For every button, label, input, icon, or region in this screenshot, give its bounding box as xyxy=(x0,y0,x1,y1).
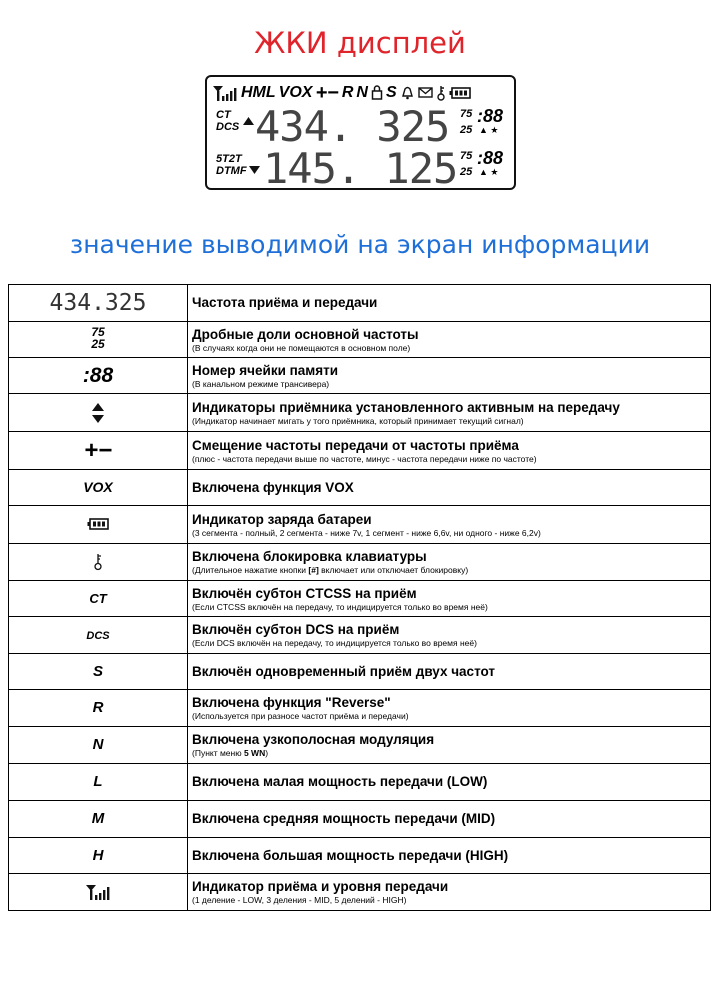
row-title: Дробные доли основной частоты xyxy=(192,326,419,342)
lcd-line1-frequency: 434. 325 xyxy=(255,102,450,151)
dcs-icon: DCS xyxy=(86,630,110,642)
row-note-text: (Пункт меню xyxy=(192,748,244,758)
mail-icon xyxy=(418,84,433,102)
lcd-vox: VOX xyxy=(278,84,313,101)
icon-cell xyxy=(9,874,188,911)
row-note: (Если CTCSS включён на передачу, то индицируется только во время неё) xyxy=(192,601,488,612)
signal-icon xyxy=(85,883,111,900)
row-title: Номер ячейки памяти xyxy=(192,362,339,378)
icon-cell xyxy=(9,838,188,874)
battery-icon xyxy=(87,516,109,533)
ct-icon: CT xyxy=(89,590,107,606)
signal-icon xyxy=(212,84,238,102)
mid-power-icon: M xyxy=(91,810,105,827)
lcd-top-row xyxy=(212,82,510,104)
fraction-icon xyxy=(91,326,104,350)
table-row xyxy=(9,285,711,322)
row-title: Индикатор приёма и уровня передачи xyxy=(192,879,449,894)
row-note-menu: 5 WN xyxy=(243,748,266,758)
table-row xyxy=(9,581,711,617)
lcd-line2-markers: ▲ ★ xyxy=(479,167,499,177)
low-power-icon: L xyxy=(93,773,103,790)
icon-cell xyxy=(9,470,188,506)
shift-icon: +− xyxy=(83,436,113,464)
description-cell xyxy=(188,394,711,432)
bell-icon xyxy=(400,84,415,102)
lcd-shift: +− xyxy=(315,81,339,104)
tx-arrow-icon xyxy=(91,404,105,421)
lcd-line1-frac-25: 25 xyxy=(460,124,473,136)
table-row xyxy=(9,690,711,727)
row-note: (плюс - частота передачи выше по частоте, минус - частота передачи ниже по частоте) xyxy=(192,453,537,464)
row-note: (3 сегмента - полный, 2 сегмента - ниже 7v, 1 сегмент - ниже 6,6v, ни одного - ниже 6,2v) xyxy=(192,527,541,538)
row-title: Включён субтон CTCSS на приём xyxy=(192,585,417,601)
dual-watch-icon: S xyxy=(92,662,103,680)
vox-icon: VOX xyxy=(83,478,113,495)
icon-cell xyxy=(9,322,188,358)
row-note: (Если DCS включён на передачу, то индицируется только во время неё) xyxy=(192,638,477,648)
row-note-text: (Длительное нажатие кнопки xyxy=(192,565,309,575)
tx-arrow-down-icon xyxy=(249,166,260,174)
table-row xyxy=(9,432,711,470)
memory-channel-icon: :88 xyxy=(82,363,114,387)
table-row xyxy=(9,654,711,690)
row-title: Включена средняя мощность передачи (MID) xyxy=(192,811,496,826)
fraction-75: 75 xyxy=(91,325,105,339)
table-row xyxy=(9,874,711,911)
key-icon xyxy=(436,84,446,102)
row-title: Смещение частоты передачи от частоты приёма xyxy=(192,437,519,453)
narrow-icon: N xyxy=(92,736,104,753)
description-cell xyxy=(188,581,711,617)
description-cell xyxy=(188,838,711,874)
icon-cell xyxy=(9,358,188,394)
table-row xyxy=(9,470,711,506)
description-cell xyxy=(188,358,711,394)
description-cell xyxy=(188,285,711,322)
icon-cell xyxy=(9,432,188,470)
row-note xyxy=(192,565,710,575)
table-row xyxy=(9,394,711,432)
icon-cell xyxy=(9,727,188,764)
table-row xyxy=(9,801,711,838)
row-note-key: [#] xyxy=(308,565,319,575)
lcd-display-illustration xyxy=(205,75,516,193)
lock-icon xyxy=(371,84,383,102)
row-title: Включена функция VOX xyxy=(192,479,354,495)
description-cell xyxy=(188,322,711,358)
row-title: Индикаторы приёмника установленного активным на передачу xyxy=(192,399,620,415)
lcd-line1-mode-dcs: DCS xyxy=(216,121,240,133)
description-cell xyxy=(188,874,711,911)
description-cell xyxy=(188,764,711,801)
row-note xyxy=(192,748,710,758)
description-cell xyxy=(188,801,711,838)
icon-cell xyxy=(9,801,188,838)
description-cell xyxy=(188,727,711,764)
lcd-hml: HML xyxy=(241,84,276,101)
row-note-text: включает или отключает блокировку) xyxy=(318,565,469,575)
lcd-line1-frac-75: 75 xyxy=(460,108,473,120)
table-row xyxy=(9,764,711,801)
page-subtitle: значение выводимой на экран информации xyxy=(69,230,651,259)
row-title: Включён одновременный приём двух частот xyxy=(192,663,496,679)
icon-cell xyxy=(9,654,188,690)
frequency-display-icon: 434.325 xyxy=(49,290,147,316)
high-power-icon: H xyxy=(92,846,104,864)
row-note: (В случаях когда они не помещаются в основном поле) xyxy=(192,342,411,353)
description-cell xyxy=(188,544,711,581)
table-row xyxy=(9,322,711,358)
row-title: Включена большая мощность передачи (HIGH) xyxy=(192,847,509,863)
description-cell xyxy=(188,617,711,654)
lcd-s: S xyxy=(385,84,397,101)
icon-cell xyxy=(9,506,188,544)
icon-cell xyxy=(9,617,188,654)
icon-cell xyxy=(9,764,188,801)
description-cell xyxy=(188,654,711,690)
lcd-line2-mode-5t2t: 5T2T xyxy=(216,153,242,165)
row-note-text: ) xyxy=(265,748,269,758)
description-cell xyxy=(188,690,711,727)
lcd-n: N xyxy=(356,84,368,101)
table-row xyxy=(9,838,711,874)
lcd-r: R xyxy=(341,84,354,101)
row-note: (В канальном режиме трансивера) xyxy=(192,378,330,389)
page-title: ЖКИ дисплей xyxy=(254,26,466,60)
table-row xyxy=(9,727,711,764)
row-note: (1 деление - LOW, 3 деления - MID, 5 делений - HIGH) xyxy=(192,895,407,905)
row-note: (Используется при разносе частот приёма и передачи) xyxy=(192,711,409,721)
table-row xyxy=(9,506,711,544)
tx-arrow-up-icon xyxy=(243,117,254,125)
icon-cell xyxy=(9,285,188,322)
lcd-line1-mode-ct: CT xyxy=(216,109,231,121)
row-title: Включена блокировка клавиатуры xyxy=(192,549,427,564)
lcd-line1-channel: :88 xyxy=(477,106,504,126)
legend-table xyxy=(8,284,711,911)
icon-cell xyxy=(9,544,188,581)
lcd-line1-markers: ▲ ★ xyxy=(479,125,499,135)
icon-cell xyxy=(9,394,188,432)
battery-icon xyxy=(449,84,471,102)
row-title: Включена функция "Reverse" xyxy=(192,695,391,710)
key-lock-icon xyxy=(93,553,103,570)
lcd-line2-frac-75: 75 xyxy=(460,150,473,162)
table-row xyxy=(9,358,711,394)
row-title: Частота приёма и передачи xyxy=(192,295,378,310)
fraction-25: 25 xyxy=(91,337,105,351)
icon-cell xyxy=(9,690,188,727)
lcd-line2-frac-25: 25 xyxy=(460,166,473,178)
description-cell xyxy=(188,470,711,506)
lcd-line2-channel: :88 xyxy=(477,148,504,168)
row-title: Включена узкополосная модуляция xyxy=(192,732,435,747)
description-cell xyxy=(188,506,711,544)
row-title: Включён субтон DCS на приём xyxy=(192,622,400,637)
row-title: Включена малая мощность передачи (LOW) xyxy=(192,774,488,789)
row-title: Индикатор заряда батареи xyxy=(192,511,372,527)
lcd-line2-frequency: 145. 125 xyxy=(263,144,458,193)
table-row xyxy=(9,544,711,581)
table-row xyxy=(9,617,711,654)
description-cell xyxy=(188,432,711,470)
row-note: (Индикатор начинает мигать у того приёмника, который принимает текущий сигнал) xyxy=(192,415,524,426)
icon-cell xyxy=(9,581,188,617)
lcd-line2-mode-dtmf: DTMF xyxy=(216,165,247,177)
reverse-icon: R xyxy=(92,699,104,716)
